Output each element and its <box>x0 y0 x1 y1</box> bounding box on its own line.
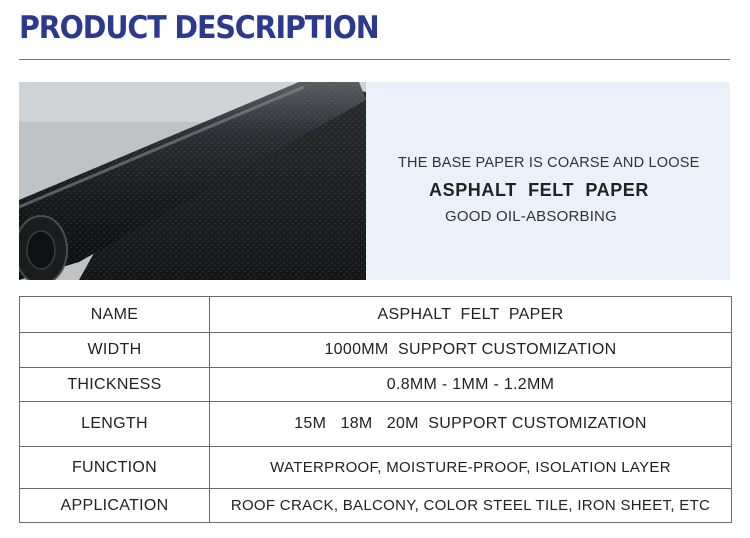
spec-value: ASPHALT FELT PAPER <box>210 297 732 333</box>
spec-label: FUNCTION <box>20 447 210 489</box>
table-row <box>20 333 732 368</box>
table-row <box>20 297 732 333</box>
spec-value: 1000MM SUPPORT CUSTOMIZATION <box>210 333 732 368</box>
table-row <box>20 368 732 402</box>
table-row <box>20 402 732 447</box>
spec-label: LENGTH <box>20 402 210 447</box>
product-photo <box>19 82 366 280</box>
product-name-text: ASPHALT FELT PAPER <box>429 180 650 200</box>
spec-value: 0.8MM - 1MM - 1.2MM <box>210 368 732 402</box>
table-row <box>20 489 732 523</box>
spec-label: WIDTH <box>20 333 210 368</box>
spec-label: APPLICATION <box>20 489 210 523</box>
spec-value: 15M 18M 20M SUPPORT CUSTOMIZATION <box>210 402 732 447</box>
product-info-panel <box>366 82 730 280</box>
spec-label: NAME <box>20 297 210 333</box>
title-divider <box>19 59 730 60</box>
product-banner <box>19 82 730 280</box>
spec-label: THICKNESS <box>20 368 210 402</box>
spec-value: ROOF CRACK, BALCONY, COLOR STEEL TILE, IRON SHEET, ETC <box>210 489 732 523</box>
asphalt-roll-illustration <box>19 82 366 280</box>
spec-table <box>19 296 732 523</box>
spec-value: WATERPROOF, MOISTURE-PROOF, ISOLATION LAYER <box>210 447 732 489</box>
oil-absorbing-text: GOOD OIL-ABSORBING <box>445 208 617 225</box>
base-paper-text: THE BASE PAPER IS COARSE AND LOOSE <box>398 155 700 171</box>
page-title: PRODUCT DESCRIPTION <box>19 10 379 46</box>
table-row <box>20 447 732 489</box>
